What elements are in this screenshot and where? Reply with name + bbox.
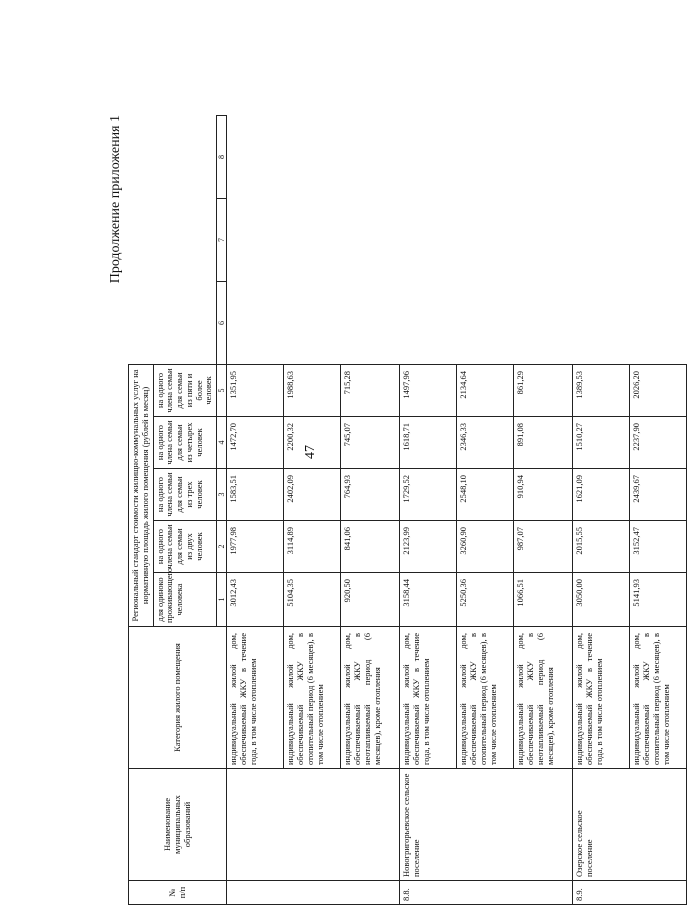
- column-number: 3: [217, 469, 227, 521]
- header-col-name: Наименование муниципальных образований: [129, 769, 227, 881]
- value-cell: 841,06: [341, 521, 400, 573]
- header-standard: Региональный стандарт стоимости жилищно-коммунальных услуг на нормативную площадь жилого помещения (рублей в месяц): [129, 364, 154, 626]
- housing-category: индивидуальный жилой дом, обеспечиваемый ЖКУ в течение года, в том числе отоплением: [400, 627, 457, 769]
- appendix-title: Продолжение приложения 1: [108, 115, 123, 284]
- housing-category: индивидуальный жилой дом, обеспечиваемый ЖКУ в течение года, в том числе отоплением: [227, 627, 284, 769]
- value-cell: 987,07: [514, 521, 573, 573]
- column-number: 1: [217, 573, 227, 627]
- value-cell: 1472,70: [227, 417, 284, 469]
- value-cell: 1977,98: [227, 521, 284, 573]
- housing-category: индивидуальный жилой дом, обеспечиваемый ЖКУ в течение года, в том числе отоплением: [573, 627, 630, 769]
- row-number: 8.8.: [400, 881, 573, 905]
- value-cell: 2346,33: [457, 417, 514, 469]
- column-number: 8: [217, 116, 227, 199]
- header-col-category: Категория жилого помещения: [129, 627, 227, 769]
- value-cell: 2548,10: [457, 469, 514, 521]
- value-cell: 3158,44: [400, 573, 457, 627]
- value-cell: 3152,47: [630, 521, 687, 573]
- value-cell: 745,07: [341, 417, 400, 469]
- table-row: [400, 116, 457, 905]
- column-number: 4: [217, 417, 227, 469]
- value-cell: 5141,93: [630, 573, 687, 627]
- value-cell: 920,50: [341, 573, 400, 627]
- municipality-name: Озерское сельское поселение: [573, 769, 687, 881]
- header-sub: на одного члена семьи для семьи из пяти и более человек: [153, 364, 217, 416]
- value-cell: 3260,90: [457, 521, 514, 573]
- value-cell: 1497,96: [400, 364, 457, 416]
- value-cell: 2015,55: [573, 521, 630, 573]
- value-cell: 1583,51: [227, 469, 284, 521]
- value-cell: 5104,35: [284, 573, 341, 627]
- value-cell: 910,94: [514, 469, 573, 521]
- header-sub: на одного члена семьи для семьи из трех человек: [153, 469, 217, 521]
- housing-category: индивидуальный жилой дом, обеспечиваемый ЖКУ в неотапливаемый период (6 месяцев), кроме отопления: [514, 627, 573, 769]
- column-number: 6: [217, 281, 227, 364]
- value-cell: 1510,27: [573, 417, 630, 469]
- value-cell: 1988,63: [284, 364, 341, 416]
- value-cell: 3012,43: [227, 573, 284, 627]
- column-number: 7: [217, 199, 227, 282]
- housing-category: индивидуальный жилой дом, обеспечиваемый ЖКУ в отопительный период (6 месяцев), в том числе отоплением: [284, 627, 341, 769]
- value-cell: 2237,90: [630, 417, 687, 469]
- housing-category: индивидуальный жилой дом, обеспечиваемый ЖКУ в неотапливаемый период (6 месяцев), кроме отопления: [341, 627, 400, 769]
- value-cell: 2026,20: [630, 364, 687, 416]
- housing-category: индивидуальный жилой дом, обеспечиваемый ЖКУ в отопительный период (6 месяцев), в том числе отоплением: [630, 627, 687, 769]
- header-sub: на одного члена семьи для семьи из четырех человек: [153, 417, 217, 469]
- municipality-name: [227, 769, 400, 881]
- value-cell: 861,29: [514, 364, 573, 416]
- header-sub: на одного члена семьи для семьи из двух человек: [153, 521, 217, 573]
- value-cell: 1351,95: [227, 364, 284, 416]
- municipality-name: Новогригорьевское сельское поселение: [400, 769, 573, 881]
- value-cell: 891,08: [514, 417, 573, 469]
- value-cell: 5250,36: [457, 573, 514, 627]
- housing-category: индивидуальный жилой дом, обеспечиваемый ЖКУ в отопительный период (6 месяцев), в том числе отоплением: [457, 627, 514, 769]
- header-row-1: [129, 116, 154, 905]
- column-number: 2: [217, 521, 227, 573]
- table-row: [227, 116, 284, 905]
- value-cell: 1618,71: [400, 417, 457, 469]
- value-cell: 1729,52: [400, 469, 457, 521]
- value-cell: 1066,51: [514, 573, 573, 627]
- value-cell: 3050,00: [573, 573, 630, 627]
- value-cell: 2123,99: [400, 521, 457, 573]
- header-sub: для одиноко проживающего человека: [153, 573, 217, 627]
- value-cell: 764,93: [341, 469, 400, 521]
- rotated-page-content: [106, 115, 671, 905]
- standards-table: [128, 115, 687, 905]
- page-number: 47: [303, 445, 318, 459]
- column-number: 5: [217, 364, 227, 416]
- value-cell: 1389,53: [573, 364, 630, 416]
- value-cell: 2402,09: [284, 469, 341, 521]
- value-cell: 2134,64: [457, 364, 514, 416]
- header-col-no: № п/п: [129, 881, 227, 905]
- row-number: 8.9.: [573, 881, 687, 905]
- row-number: [227, 881, 400, 905]
- value-cell: 2439,67: [630, 469, 687, 521]
- value-cell: 715,28: [341, 364, 400, 416]
- value-cell: 3114,89: [284, 521, 341, 573]
- value-cell: 1621,09: [573, 469, 630, 521]
- table-row: [573, 116, 630, 905]
- value-cell: 2200,32: [284, 417, 341, 469]
